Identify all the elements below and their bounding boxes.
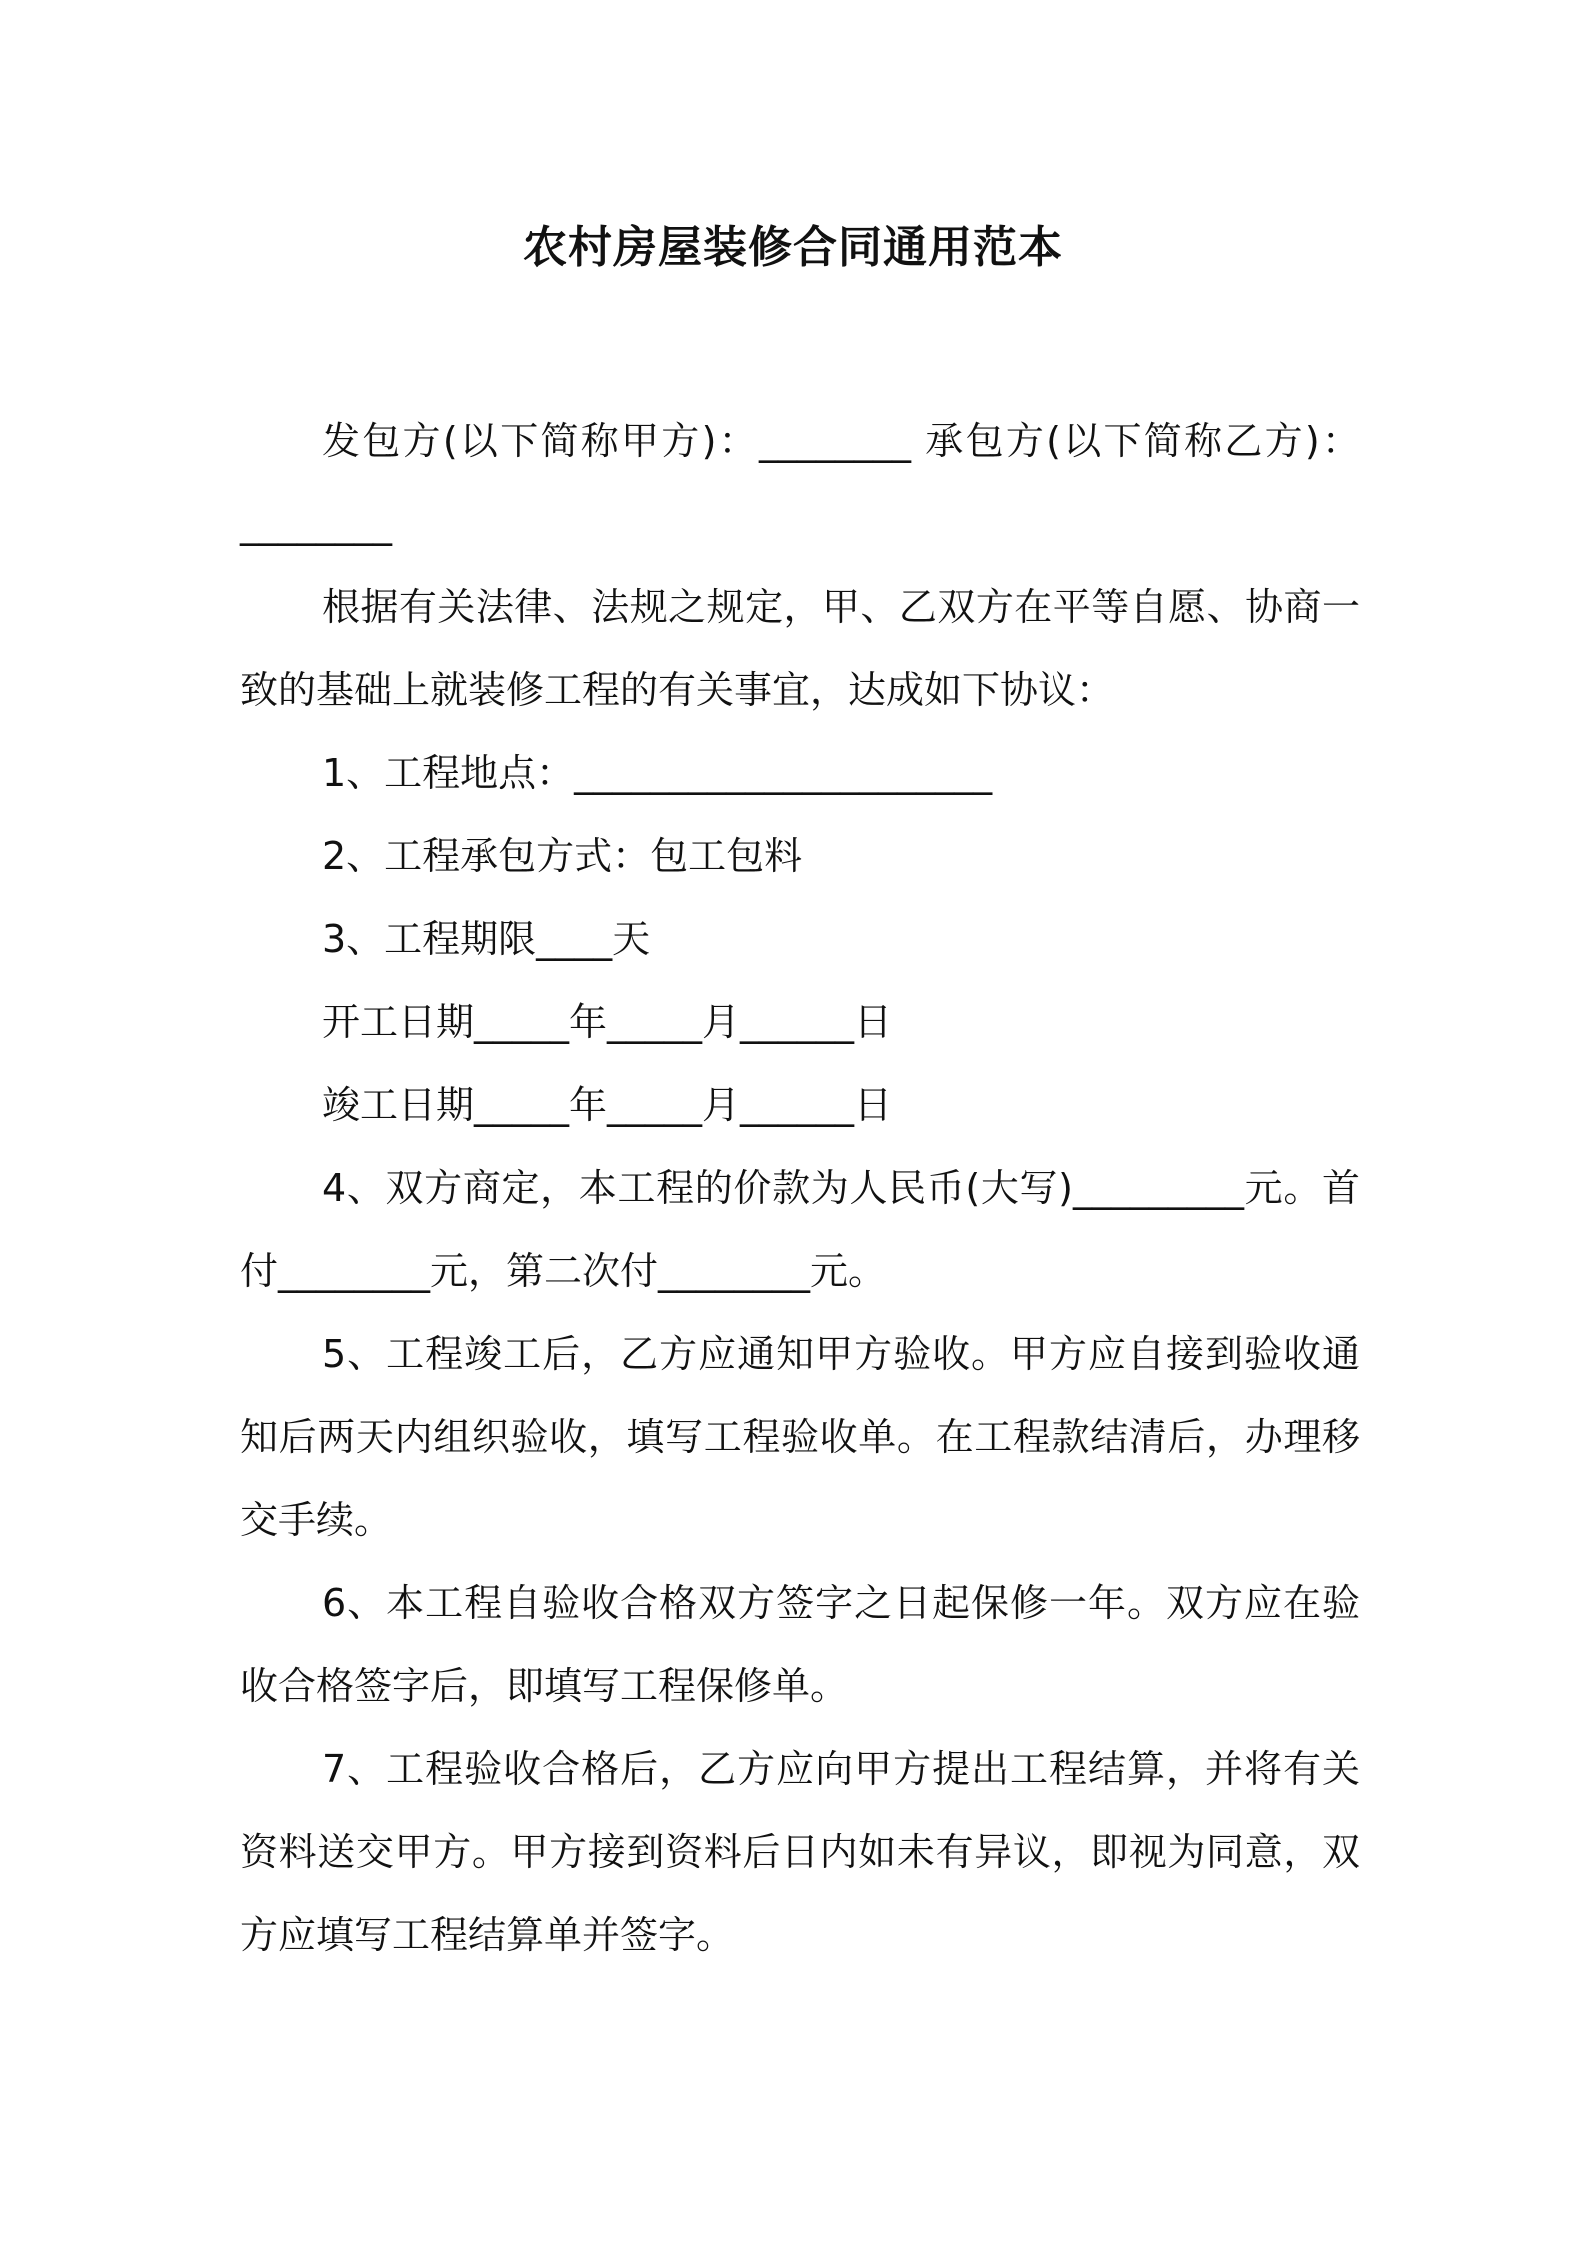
clause-contract-method: 2、工程承包方式：包工包料 xyxy=(322,834,803,878)
clause-acceptance: 5、工程竣工后，乙方应通知甲方验收。甲方应自接到验收通知后两天内组织验收，填写工程验收单。在工程款结清后，办理移交手续。 xyxy=(240,1332,1360,1542)
document-title: 农村房屋装修合同通用范本 xyxy=(523,222,1063,273)
start-date-line: 开工日期_____年_____月______日 xyxy=(322,1000,893,1044)
document-body xyxy=(240,400,1360,1977)
clause-warranty: 6、本工程自验收合格双方签字之日起保修一年。双方应在验收合格签字后，即填写工程保修单。 xyxy=(240,1581,1360,1708)
clause-price: 4、双方商定，本工程的价款为人民币(大写)_________元。首付________元，第二次付________元。 xyxy=(240,1166,1360,1293)
parties-paragraph: 发包方(以下简称甲方)：________ 承包方(以下简称乙方)：________ xyxy=(240,419,1360,546)
clause-settlement: 7、工程验收合格后，乙方应向甲方提出工程结算，并将有关资料送交甲方。甲方接到资料后日内如未有异议，即视为同意，双方应填写工程结算单并签字。 xyxy=(240,1747,1360,1957)
intro-paragraph: 根据有关法律、法规之规定，甲、乙双方在平等自愿、协商一致的基础上就装修工程的有关事宜，达成如下协议： xyxy=(240,585,1360,712)
clause-project-duration: 3、工程期限____天 xyxy=(322,917,651,961)
completion-date-line: 竣工日期_____年_____月______日 xyxy=(322,1083,893,1127)
clause-project-location: 1、工程地点：______________________ xyxy=(322,751,993,795)
